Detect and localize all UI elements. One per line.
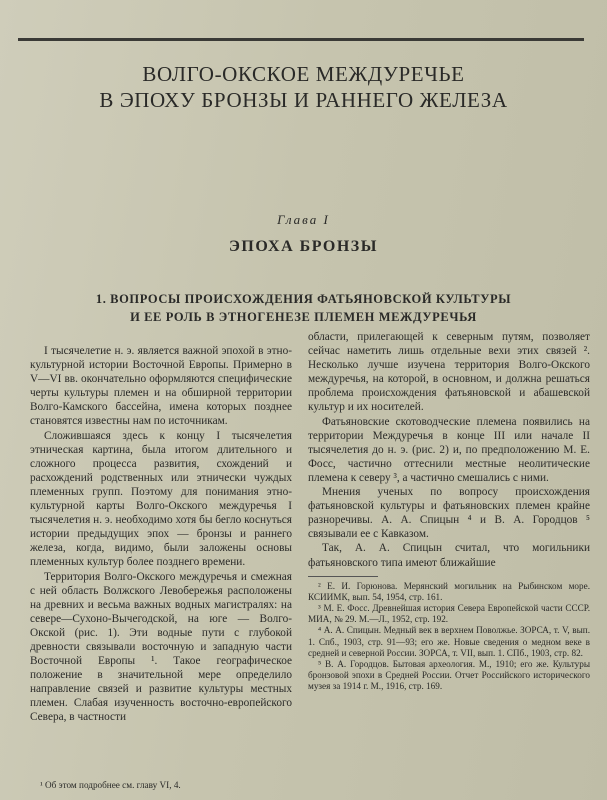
right-column — [308, 330, 590, 693]
paragraph: Сложившаяся здесь к концу I тысячелетия этническая картина, была итогом длительного и сложного процесса развития, схождений и расхождений родственных или этнически чуждых племенных групп. Поэтому для понимания этно-культурной карты Волго-Окского междуречья I тысячелетия н. э. необходимо хотя бы бегло коснуться истории предыдущих эпох — бронзы и раннего железа, когда, видимо, были заложены основы племенных культур более позднего времени. — [30, 429, 292, 569]
footnote-3: ³ М. Е. Фосс. Древнейшая история Севера Европейской части СССР. МИА, № 29. М.—Л., 1952, стр. 192. — [308, 603, 590, 625]
paragraph: Территория Волго-Окского междуречья и смежная с ней область Волжского Левобережья расположены на древних и весьма важных водных магистралях: на севере—Сухоно-Вычегодской, на юге — Волго-Окской (рис. 1). Эти водные пути с глубокой древности связывали восточную и западную части Восточной Европы ¹. Такое географическое положение в значительной мере определило направление связей и развитие культуры местных племен. Слабая изученность восточно-европейского Севера, в частности — [30, 570, 292, 724]
footnote-2: ² Е. И. Горюнова. Мерянский могильник на Рыбинском море. КСИИМК, вып. 54, 1954, стр. 161. — [308, 580, 590, 602]
top-rule — [18, 38, 584, 41]
footnote-1: ¹ Об этом подробнее см. главу VI, 4. — [40, 780, 181, 790]
footnote-divider — [308, 576, 378, 577]
footnote-5: ⁵ В. А. Городцов. Бытовая археология. М., 1910; его же. Культуры бронзовой эпохи в Средней России. Отчет Российского исторического музея за 1914 г. М., 1916, стр. 169. — [308, 659, 590, 692]
section-heading-line-1: 1. ВОПРОСЫ ПРОИСХОЖДЕНИЯ ФАТЬЯНОВСКОЙ КУЛЬТУРЫ — [95, 292, 512, 306]
footnote-4: ⁴ А. А. Спицын. Медный век в верхнем Поволжье. ЗОРСА, т. V, вып. 1. Спб., 1903, стр. 91—93; его же. Новые сведения о медном веке в средней и северной России. ЗОРСА, т. VII, вып. 1. СПб., 1903, стр. 82. — [308, 625, 590, 658]
paragraph: Фатьяновские скотоводческие племена появились на территории Междуречья в конце III или начале II тысячелетия до н. э. (рис. 2) и, по предположению М. Е. Фосс, частично оттеснили местные неолитические племена к северу ³, а частично смешались с ними. — [308, 415, 590, 484]
left-column — [30, 344, 292, 725]
section-heading-line-2: И ЕЕ РОЛЬ В ЭТНОГЕНЕЗЕ ПЛЕМЕН МЕЖДУРЕЧЬЯ — [130, 310, 477, 324]
paragraph: I тысячелетие н. э. является важной эпохой в этно-культурной истории Восточной Европы. Примерно в V—VI вв. окончательно оформляются специфические черты культуры племен и на обширной территории Волго-Камского бассейна, имена которых позднее становятся известны нам по источникам. — [30, 345, 292, 428]
chapter-title: ЭПОХА БРОНЗЫ — [229, 238, 378, 255]
page-title-line-2: В ЭПОХУ БРОНЗЫ И РАННЕГО ЖЕЛЕЗА — [99, 88, 508, 112]
paragraph: области, прилегающей к северным путям, позволяет сейчас наметить лишь отдельные вехи этих связей ². Несколько лучше изучена территория Волго-Окского междуречья, на которой, в основном, и должна решаться проблема происхождения фатьяновской и абашевской культур и их носителей. — [308, 331, 590, 414]
page-title-line-1: ВОЛГО-ОКСКОЕ МЕЖДУРЕЧЬЕ — [142, 62, 465, 86]
paragraph: Так, А. А. Спицын считал, что могильники фатьяновского типа имеют ближайшие — [308, 542, 590, 569]
paragraph: Мнения ученых по вопросу происхождения фатьяновской культуры и фатьяновских племен крайне разноречивы. А. А. Спицын ⁴ и В. А. Городцов ⁵ связывали ее с Кавказом. — [308, 486, 590, 541]
chapter-label: Глава I — [277, 212, 330, 227]
